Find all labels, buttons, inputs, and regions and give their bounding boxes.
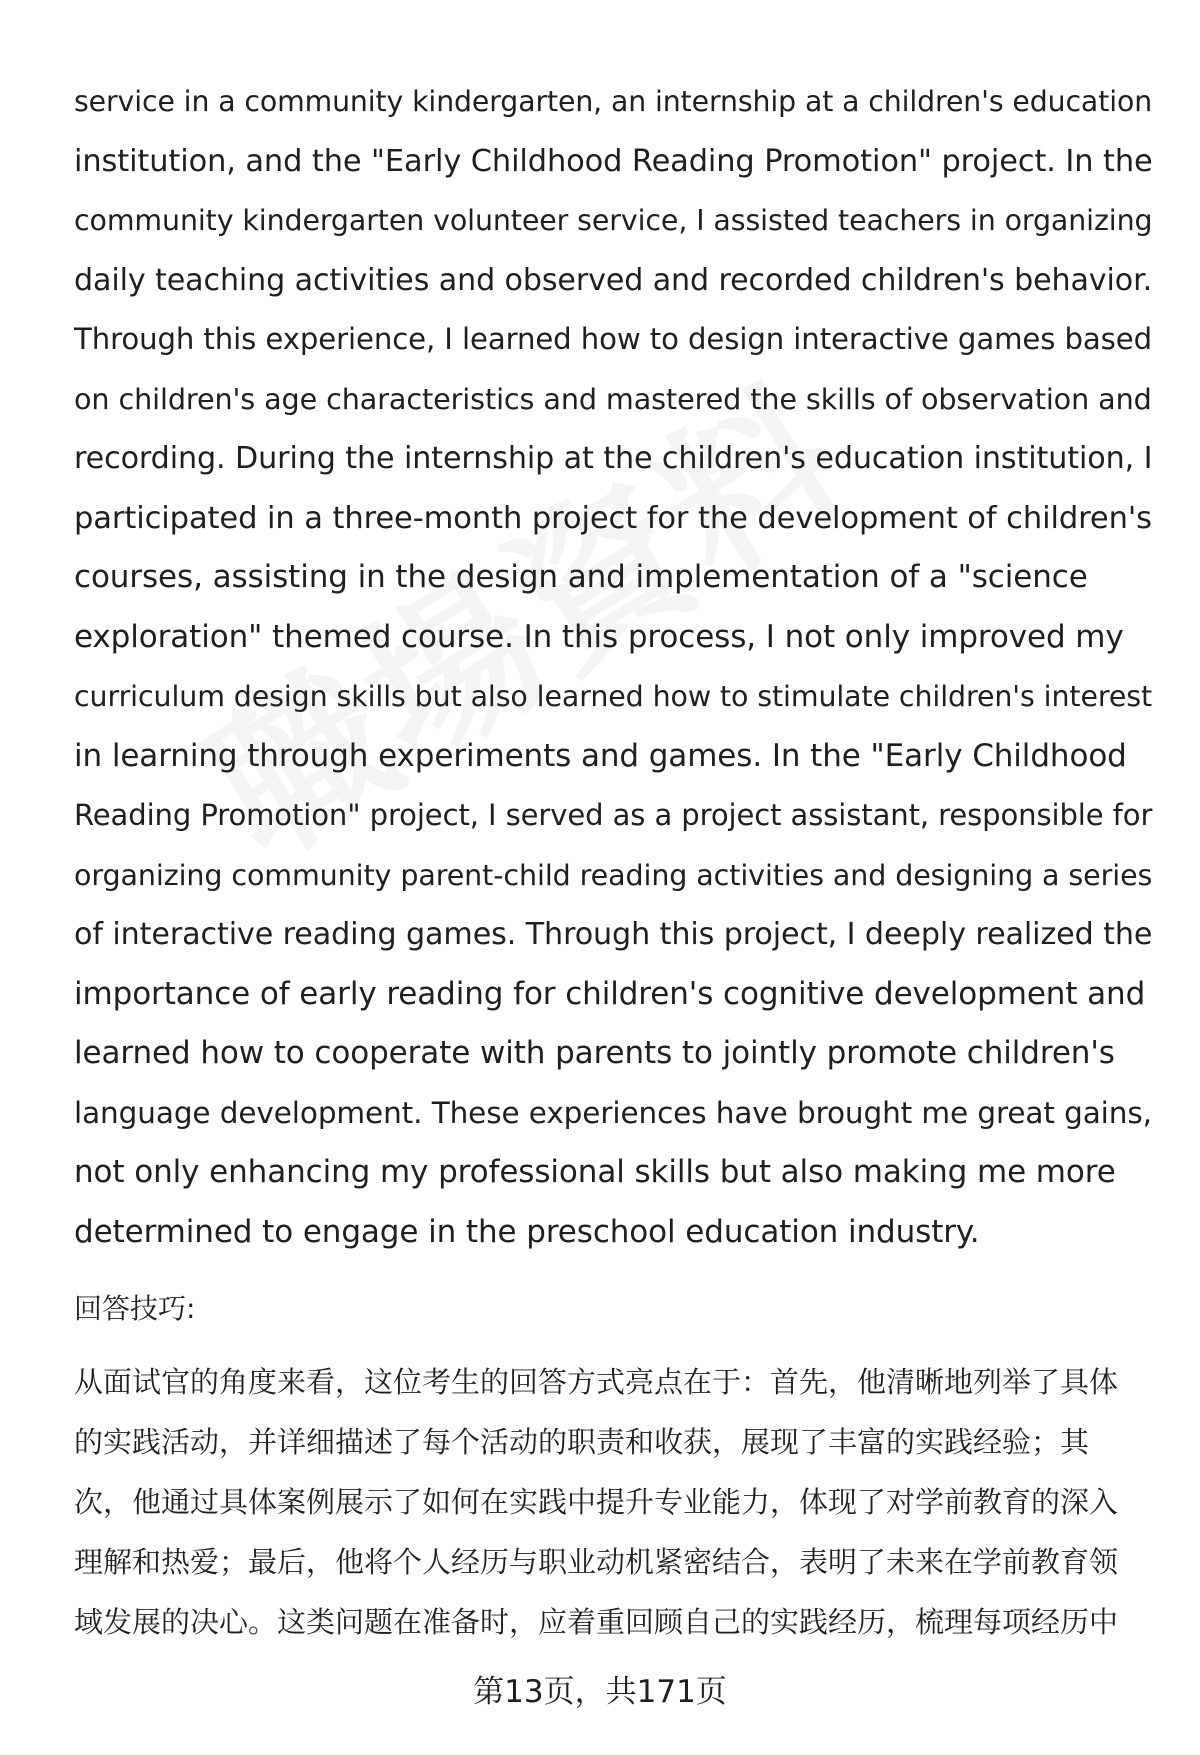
paragraph-line: organizing community parent-child reading activities and designing a series (74, 858, 1153, 892)
tips-line: 的实践活动，并详细描述了每个活动的职责和收获，展现了丰富的实践经验；其 (74, 1425, 1090, 1459)
paragraph-line: on children's age characteristics and mastered the skills of observation and (74, 381, 1152, 416)
paragraph-line: in learning through experiments and games. In the "Early Childhood (74, 737, 1127, 774)
paragraph-line: learned how to cooperate with parents to jointly promote children's (74, 1035, 1115, 1071)
paragraph-line: community kindergarten volunteer service, I assisted teachers in organizing (74, 204, 1153, 237)
paragraph-line: Reading Promotion" project, I served as a project assistant, responsible for (74, 798, 1153, 832)
tips-line: 次，他通过具体案例展示了如何在实践中提升专业能力，体现了对学前教育的深入 (74, 1485, 1119, 1519)
paragraph-line: importance of early reading for children's cognitive development and (74, 975, 1146, 1012)
paragraph-line: institution, and the "Early Childhood Reading Promotion" project. In the (74, 143, 1153, 179)
tips-paragraph (74, 1352, 1164, 1652)
tips-heading: 回答技巧: (74, 1292, 196, 1325)
paragraph-line: curriculum design skills but also learned how to stimulate children's interest (74, 680, 1153, 713)
paragraph-line: exploration" themed course. In this process, I not only improved my (74, 618, 1124, 655)
tips-line: 从面试官的角度来看，这位考生的回答方式亮点在于：首先，他清晰地列举了具体 (74, 1365, 1119, 1399)
paragraph-line: language development. These experiences have brought me great gains, (74, 1095, 1152, 1130)
tips-line: 理解和热爱；最后，他将个人经历与职业动机紧密结合，表明了未来在学前教育领 (74, 1545, 1119, 1579)
tips-line: 域发展的决心。这类问题在准备时，应着重回顾自己的实践经历，梳理每项经历中 (74, 1605, 1119, 1639)
paragraph-line: courses, assisting in the design and implementation of a "science (74, 559, 1088, 595)
paragraph-line: determined to engage in the preschool education industry. (74, 1213, 980, 1250)
paragraph-line: daily teaching activities and observed and recorded children's behavior. (74, 262, 1153, 298)
paragraph-line: not only enhancing my professional skills but also making me more (74, 1154, 1116, 1190)
paragraph-line: recording. During the internship at the children's education institution, I (74, 441, 1153, 476)
paragraph-line: service in a community kindergarten, an internship at a children's education (74, 85, 1153, 118)
paragraph-line: Through this experience, I learned how to design interactive games based (74, 322, 1153, 356)
answer-paragraph (74, 72, 1164, 1262)
page-number: 第13页，共171页 (473, 1674, 727, 1710)
paragraph-line: participated in a three-month project for the development of children's (74, 500, 1152, 536)
paragraph-line: of interactive reading games. Through this project, I deeply realized the (74, 917, 1153, 952)
